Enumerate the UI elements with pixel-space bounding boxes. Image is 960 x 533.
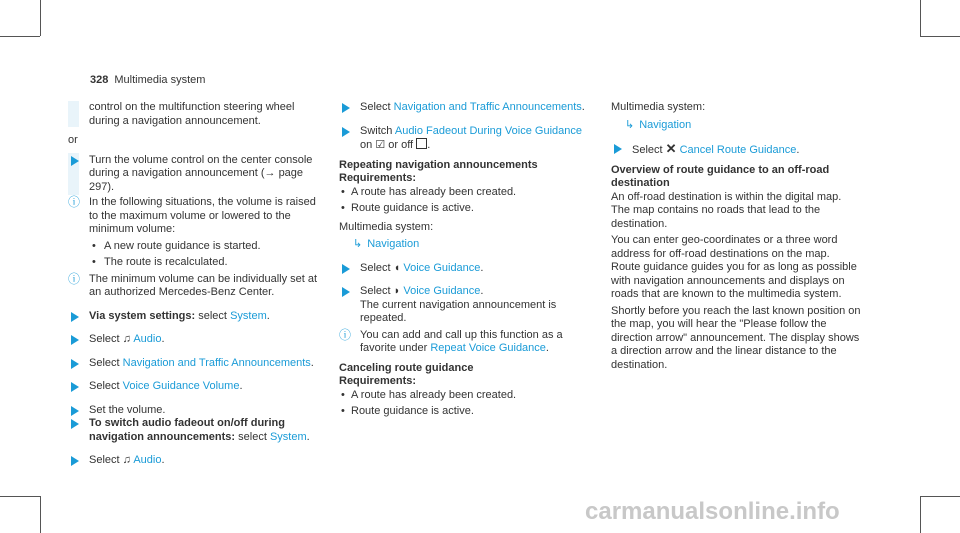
step-cancel-route: Select ✕ Cancel Route Guidance. bbox=[611, 142, 861, 158]
step-select-nav-traffic: Select Navigation and Traffic Announcements. bbox=[339, 101, 589, 115]
step-set-volume bbox=[68, 404, 318, 418]
voice-guidance-repeat-icon: ◗ bbox=[393, 285, 401, 297]
step-arrow-icon bbox=[614, 144, 622, 154]
step-text: Select bbox=[89, 380, 120, 392]
bullet-icon: • bbox=[92, 239, 96, 252]
step-arrow-icon bbox=[342, 127, 350, 137]
heading-repeat: Repeating navigation announcements bbox=[339, 158, 538, 171]
step-arrow-icon bbox=[71, 406, 79, 416]
step-text: or off bbox=[388, 139, 414, 151]
step-text: Turn the volume control on the center console during a navigation announcement (→ page 297). bbox=[89, 153, 313, 193]
info-text: You can add and call up this function as a favorite under bbox=[360, 328, 563, 354]
step-arrow-icon bbox=[71, 312, 79, 322]
step-arrow-icon bbox=[71, 359, 79, 369]
heading-cancel: Canceling route guidance bbox=[339, 361, 474, 374]
list-text: A route has already been created. bbox=[351, 388, 517, 401]
step-text: Select bbox=[360, 101, 391, 113]
step-text: select bbox=[238, 430, 267, 443]
column-3 bbox=[611, 101, 861, 372]
cancel-icon: ✕ bbox=[665, 141, 677, 156]
menu-link[interactable]: Navigation and Traffic Announcements bbox=[393, 101, 582, 113]
step-arrow-icon bbox=[71, 335, 79, 345]
step-select-audio: Select ♫ Audio. bbox=[68, 333, 318, 347]
list-item bbox=[68, 256, 318, 270]
list-text: A new route guidance is started. bbox=[104, 239, 261, 252]
step-select-voice-guidance-repeat: Select ◗ Voice Guidance. The current navigation announcement is repeated. bbox=[339, 285, 589, 326]
info-text: The minimum volume can be individually set at an authorized Mercedes-Benz Center. bbox=[89, 272, 318, 298]
crop-mark bbox=[0, 496, 40, 497]
menu-link[interactable]: Voice Guidance bbox=[403, 285, 481, 297]
bullet-icon: • bbox=[341, 388, 345, 401]
step-text: Select bbox=[89, 454, 120, 466]
menu-link[interactable]: Voice Guidance Volume bbox=[122, 380, 240, 392]
crop-mark bbox=[40, 496, 41, 533]
info-icon: ⓘ bbox=[339, 327, 352, 342]
step-text: on bbox=[360, 139, 373, 151]
step-arrow-icon bbox=[71, 419, 79, 429]
crop-mark bbox=[0, 36, 40, 37]
crop-mark bbox=[920, 0, 921, 36]
step-arrow-icon bbox=[71, 156, 79, 166]
info-note-2 bbox=[68, 273, 318, 300]
info-icon: ⓘ bbox=[68, 195, 81, 209]
step-select-nav-announcements: Select Navigation and Traffic Announcements. bbox=[68, 357, 318, 371]
page-number: 328 bbox=[90, 74, 109, 86]
paragraph: You can enter geo-coordinates or a three word address for off-road destinations on the map. Route guidance guides you for as long as possible with navigation announcements and displays on roads that are known to the multimedia system. bbox=[611, 234, 857, 300]
step-text: Switch bbox=[360, 124, 393, 137]
menu-link[interactable]: System bbox=[230, 309, 267, 322]
info-note-1 bbox=[68, 196, 318, 237]
list-text: Route guidance is active. bbox=[351, 405, 474, 417]
requirements-label: Requirements: bbox=[339, 172, 417, 184]
menu-link[interactable]: Cancel Route Guidance bbox=[679, 144, 797, 156]
step-arrow-icon bbox=[71, 456, 79, 466]
step-turn-volume bbox=[68, 154, 318, 195]
watermark: carmanualsonline.info bbox=[585, 498, 840, 525]
path-arrow-icon: ↳ bbox=[353, 238, 363, 250]
step-select-audio-2: Select ♫ Audio. bbox=[68, 454, 318, 468]
favorite-link[interactable]: Repeat Voice Guidance bbox=[430, 342, 546, 354]
step-arrow-icon bbox=[342, 103, 350, 113]
requirements-label: Requirements: bbox=[339, 375, 417, 387]
paragraph: An off-road destination is within the digital map. The map contains no roads that lead to the destination. bbox=[611, 190, 842, 230]
step-switch-fadeout: To switch audio fadeout on/off during navigation announcements: select System. bbox=[68, 417, 318, 444]
step-arrow-icon bbox=[342, 264, 350, 274]
heading-offroad: Overview of route guidance to an off-road destination bbox=[611, 163, 830, 189]
step-text: select bbox=[198, 309, 227, 322]
info-icon: ⓘ bbox=[68, 271, 81, 286]
bullet-icon: • bbox=[341, 185, 345, 198]
list-item bbox=[339, 405, 589, 419]
section-title: Multimedia system bbox=[114, 74, 206, 86]
audio-icon: ♫ bbox=[122, 333, 131, 345]
list-text: A route has already been created. bbox=[351, 185, 517, 198]
or-text: or bbox=[68, 134, 78, 146]
list-item bbox=[339, 389, 589, 403]
step-text: Select bbox=[360, 261, 391, 274]
nav-path bbox=[339, 238, 589, 252]
step-select-voice-guidance: Select ◖ Voice Guidance. bbox=[339, 262, 589, 276]
step-via-settings: Via system settings: select System. bbox=[68, 310, 318, 324]
step-label: To switch audio fadeout on/off during navigation announcements: bbox=[89, 417, 285, 443]
paragraph: Shortly before you reach the last known position on the map, you will hear the "Please follow the direction arrow" announcement. The display shows a direction arrow and the linear distance to the destination. bbox=[611, 304, 861, 371]
bullet-icon: • bbox=[341, 202, 345, 214]
path-arrow-icon: ↳ bbox=[625, 118, 635, 131]
step-label: Via system settings: bbox=[89, 309, 196, 322]
crop-mark bbox=[920, 36, 960, 37]
step-switch-fadeout: Switch Audio Fadeout During Voice Guidance on ☑ or off . bbox=[339, 125, 589, 153]
step-text: Select bbox=[89, 333, 120, 345]
nav-link[interactable]: Navigation bbox=[367, 238, 420, 250]
checkbox-empty-icon bbox=[416, 138, 427, 149]
column-1 bbox=[68, 101, 318, 468]
step-text: Select bbox=[360, 285, 391, 297]
info-note: ⓘ You can add and call up this function as a favorite under Repeat Voice Guidance. bbox=[339, 327, 563, 354]
crop-mark bbox=[920, 496, 960, 497]
crop-mark bbox=[920, 496, 921, 533]
list-item bbox=[339, 186, 589, 200]
bullet-icon: • bbox=[92, 256, 96, 268]
menu-link[interactable]: Voice Guidance bbox=[403, 261, 481, 274]
checkbox-checked-icon: ☑ bbox=[375, 139, 386, 151]
nav-path bbox=[611, 119, 861, 133]
info-text: In the following situations, the volume is raised to the maximum volume or lowered to the minimum volume: bbox=[89, 196, 316, 235]
step-text: Select bbox=[632, 144, 663, 156]
multimedia-label: Multimedia system: bbox=[339, 220, 434, 233]
step-text: Select bbox=[89, 356, 120, 369]
step-arrow-icon bbox=[71, 382, 79, 392]
list-text: The route is recalculated. bbox=[104, 256, 228, 268]
list-item bbox=[68, 240, 318, 254]
nav-link[interactable]: Navigation bbox=[639, 118, 692, 131]
list-text: Route guidance is active. bbox=[351, 202, 474, 214]
menu-link[interactable]: Audio bbox=[133, 454, 162, 466]
menu-link[interactable]: Audio bbox=[133, 333, 162, 345]
column-2 bbox=[339, 101, 589, 419]
menu-link[interactable]: System bbox=[269, 430, 307, 443]
menu-link[interactable]: Navigation and Traffic Announcements bbox=[122, 356, 311, 369]
step-text: The current navigation announcement is repeated. bbox=[360, 298, 557, 324]
list-item bbox=[339, 202, 589, 216]
step-arrow-icon bbox=[342, 287, 350, 297]
step-text: Set the volume. bbox=[89, 403, 166, 416]
bullet-icon: • bbox=[341, 405, 345, 417]
menu-link[interactable]: Audio Fadeout During Voice Guidance bbox=[394, 124, 582, 137]
audio-icon: ♫ bbox=[122, 454, 131, 466]
multimedia-label: Multimedia system: bbox=[611, 101, 706, 113]
crop-mark bbox=[40, 0, 41, 36]
voice-guidance-icon: ◖ bbox=[393, 261, 401, 274]
intro-text: control on the multifunction steering wheel during a navigation announcement. bbox=[89, 101, 295, 127]
step-select-voice-volume: Select Voice Guidance Volume. bbox=[68, 380, 318, 394]
page-header bbox=[90, 74, 205, 88]
